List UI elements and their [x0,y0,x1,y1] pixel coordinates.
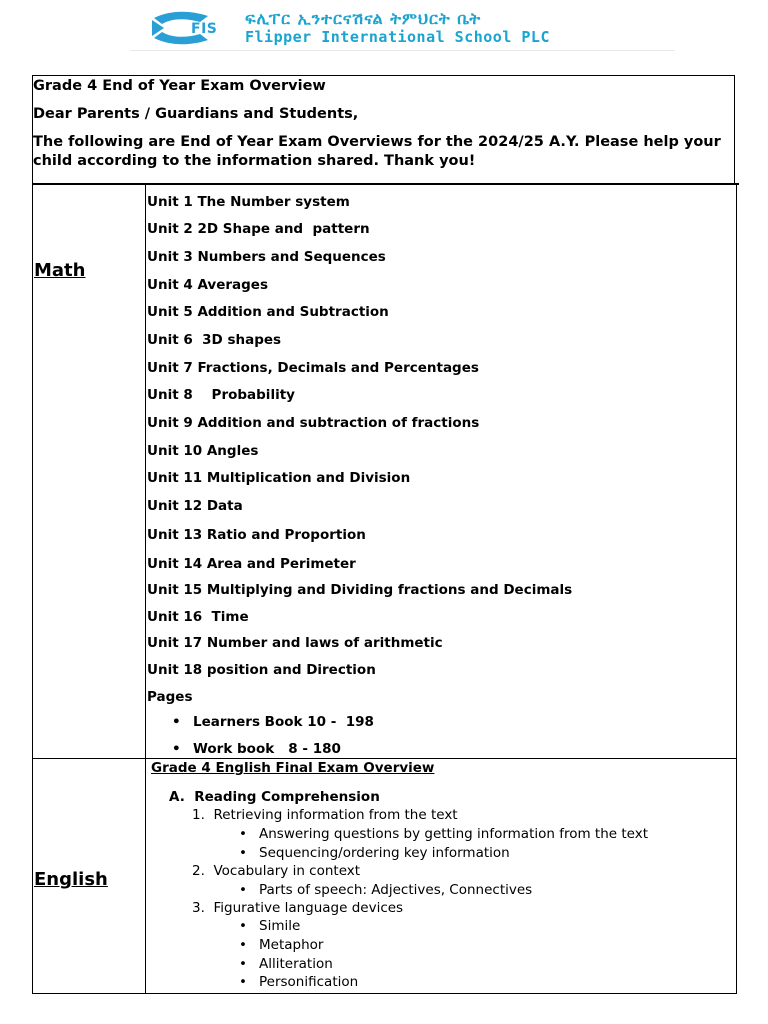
exam-overview-table [32,183,737,994]
english-sub-item: Alliteration [259,956,333,972]
math-unit: Unit 3 Numbers and Sequences [147,249,386,265]
english-item: 2. Vocabulary in context [192,863,361,879]
math-pages-item: Learners Book 10 - 198 [193,714,374,730]
english-subject-label: English [34,869,108,890]
table-right-border [736,183,737,994]
table-bottom-border [32,993,737,994]
bullet-icon: • [239,882,247,898]
english-sub-item: Personification [259,974,359,990]
english-sub-item: Answering questions by getting information from the text [259,826,649,842]
bullet-icon: • [172,714,181,730]
math-unit: Unit 10 Angles [147,443,259,459]
math-unit: Unit 18 position and Direction [147,662,376,678]
school-name-amharic: ፍሊፐር ኢንተርናሽናል ትምህርት ቤት [245,9,482,28]
math-unit: Unit 5 Addition and Subtraction [147,304,389,320]
column-divider [145,183,146,994]
math-unit: Unit 14 Area and Perimeter [147,556,356,572]
greeting: Dear Parents / Guardians and Students, [33,106,359,122]
math-unit: Unit 7 Fractions, Decimals and Percentages [147,360,479,376]
logo-text: FIS [191,21,218,37]
intro-message: The following are End of Year Exam Overviews for the 2024/25 A.Y. Please help your child according to the information shared. Thank you! [33,134,721,169]
english-sub-item: Sequencing/ordering key information [259,845,510,861]
math-subject-label: Math [34,260,86,281]
school-name: Flipper International School PLC [245,28,550,46]
math-unit: Unit 15 Multiplying and Dividing fractions and Decimals [147,582,573,598]
math-unit: Unit 6 3D shapes [147,332,282,348]
math-unit: Unit 11 Multiplication and Division [147,470,411,486]
math-unit: Unit 1 The Number system [147,194,350,210]
table-top-border [32,183,739,185]
bullet-icon: • [239,974,247,990]
math-unit: Unit 13 Ratio and Proportion [147,527,366,543]
math-unit: Unit 9 Addition and subtraction of fractions [147,415,480,431]
row-divider [32,758,737,759]
bullet-icon: • [239,918,247,934]
fish-logo-icon [150,8,230,48]
bullet-icon: • [239,937,247,953]
english-item: 1. Retrieving information from the text [192,807,458,823]
bullet-icon: • [239,845,247,861]
math-pages-item: Work book 8 - 180 [193,741,341,757]
table-left-border [32,183,33,994]
math-unit: Unit 2 2D Shape and pattern [147,221,370,237]
math-unit: Unit 4 Averages [147,277,268,293]
intro-box [32,75,735,183]
math-unit: Unit 8 Probability [147,387,295,403]
english-sub-item: Metaphor [259,937,324,953]
bullet-icon: • [239,956,247,972]
school-header [130,4,675,51]
bullet-icon: • [172,741,181,757]
pages-label: Pages [147,689,193,705]
bullet-icon: • [239,826,247,842]
math-unit: Unit 17 Number and laws of arithmetic [147,635,443,651]
document-title: Grade 4 End of Year Exam Overview [33,78,326,94]
math-unit: Unit 12 Data [147,498,243,514]
english-sub-item: Simile [259,918,301,934]
english-item: 3. Figurative language devices [192,900,404,916]
math-unit: Unit 16 Time [147,609,249,625]
english-sub-item: Parts of speech: Adjectives, Connectives [259,882,533,898]
english-section-a: A. Reading Comprehension [169,789,380,805]
english-overview-title: Grade 4 English Final Exam Overview [151,760,435,776]
